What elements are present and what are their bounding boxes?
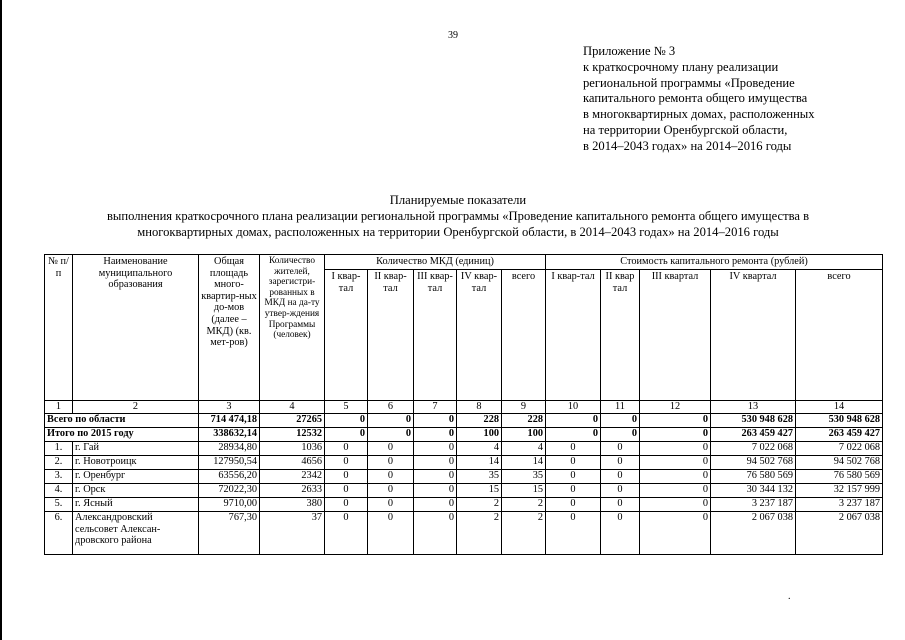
cell-mkd-total: 4 <box>502 442 546 456</box>
cell-mkd-q1: 0 <box>325 498 368 512</box>
cell-num: 3. <box>45 470 73 484</box>
cell-residents: 4656 <box>260 456 325 470</box>
summary-label: Всего по области <box>45 414 199 428</box>
header-area: Общая площадь много-квартир-ных до-мов (далее – МКД) (кв. мет-ров) <box>199 255 260 401</box>
indicators-table <box>44 254 883 555</box>
cell-area: 28934,80 <box>199 442 260 456</box>
cell-mkd-q2: 0 <box>368 456 414 470</box>
column-number: 2 <box>73 401 199 414</box>
cell-cost-q4: 3 237 187 <box>711 498 796 512</box>
cell-cost-q2: 0 <box>601 414 640 428</box>
title-line-1: Планируемые показатели <box>389 193 527 207</box>
header-residents: Количество жителей, зарегистри-рованных в МКД на да-ту утвер-ждения Программы (человек) <box>260 255 325 401</box>
cell-mkd-q4: 2 <box>457 498 502 512</box>
header-mkd-q1: I квар-тал <box>325 270 368 401</box>
summary-row-2015 <box>45 428 883 442</box>
cell-cost-total: 2 067 038 <box>796 512 883 555</box>
appendix-line: в многоквартирных домах, расположенных <box>583 107 815 122</box>
appendix-line: капитального ремонта общего имущества <box>583 91 808 106</box>
appendix-line: Приложение № 3 <box>583 44 676 58</box>
cell-cost-q2: 0 <box>601 484 640 498</box>
cell-cost-q2: 0 <box>601 470 640 484</box>
header-municipality: Наименование муниципального образования <box>73 255 199 401</box>
cell-mkd-q4: 100 <box>457 428 502 442</box>
cell-mkd-q4: 228 <box>457 414 502 428</box>
appendix-line: на территории Оренбургской области, <box>583 122 788 137</box>
cell-cost-q3: 0 <box>640 414 711 428</box>
cell-residents: 27265 <box>260 414 325 428</box>
summary-label: Итого по 2015 году <box>45 428 199 442</box>
cell-cost-q4: 530 948 628 <box>711 414 796 428</box>
header-num: № п/п <box>45 255 73 401</box>
cell-mkd-q2: 0 <box>368 498 414 512</box>
table-row <box>45 512 883 555</box>
column-number: 12 <box>640 401 711 414</box>
table-row <box>45 498 883 512</box>
title-line-3: многоквартирных домах, расположенных на территории Оренбургской области, в 2014–2043 годах» на 2014–2016 годы <box>137 224 779 239</box>
document-title <box>28 193 888 240</box>
cell-mkd-q1: 0 <box>325 512 368 555</box>
cell-mkd-q3: 0 <box>414 428 457 442</box>
cell-mkd-total: 2 <box>502 512 546 555</box>
cell-cost-q2: 0 <box>601 428 640 442</box>
cell-mkd-q4: 35 <box>457 470 502 484</box>
cell-cost-q1: 0 <box>546 512 601 555</box>
header-cost-total: всего <box>796 270 883 401</box>
cell-num: 6. <box>45 512 73 555</box>
cell-mkd-q1: 0 <box>325 456 368 470</box>
cell-municipality: г. Гай <box>73 442 199 456</box>
footer-mark: . <box>788 591 791 602</box>
cell-cost-q4: 2 067 038 <box>711 512 796 555</box>
appendix-line: региональной программы «Проведение <box>583 75 795 90</box>
cell-mkd-q2: 0 <box>368 512 414 555</box>
cell-mkd-total: 2 <box>502 498 546 512</box>
cell-cost-q4: 7 022 068 <box>711 442 796 456</box>
header-mkd-q3: III квар-тал <box>414 270 457 401</box>
appendix-note <box>583 44 893 155</box>
page-number: 39 <box>448 30 458 41</box>
column-number: 8 <box>457 401 502 414</box>
cell-cost-q3: 0 <box>640 456 711 470</box>
header-cost-q4: IV квартал <box>711 270 796 401</box>
cell-mkd-q3: 0 <box>414 484 457 498</box>
cell-cost-q3: 0 <box>640 428 711 442</box>
cell-mkd-q1: 0 <box>325 428 368 442</box>
column-number: 3 <box>199 401 260 414</box>
cell-residents: 2633 <box>260 484 325 498</box>
header-mkd-q4: IV квар-тал <box>457 270 502 401</box>
cell-area: 127950,54 <box>199 456 260 470</box>
table-row <box>45 470 883 484</box>
cell-mkd-q1: 0 <box>325 442 368 456</box>
cell-mkd-total: 15 <box>502 484 546 498</box>
cell-mkd-q3: 0 <box>414 470 457 484</box>
header-cost-q1: I квар-тал <box>546 270 601 401</box>
cell-mkd-q2: 0 <box>368 470 414 484</box>
cell-mkd-q3: 0 <box>414 442 457 456</box>
header-mkd-q2: II квар-тал <box>368 270 414 401</box>
cell-mkd-q1: 0 <box>325 470 368 484</box>
cell-mkd-q1: 0 <box>325 414 368 428</box>
cell-area: 72022,30 <box>199 484 260 498</box>
cell-cost-q3: 0 <box>640 498 711 512</box>
cell-municipality: г. Оренбург <box>73 470 199 484</box>
appendix-line: в 2014–2043 годах» на 2014–2016 годы <box>583 138 792 153</box>
column-number: 11 <box>601 401 640 414</box>
cell-municipality: г. Новотроицк <box>73 456 199 470</box>
cell-num: 5. <box>45 498 73 512</box>
cell-cost-total: 263 459 427 <box>796 428 883 442</box>
cell-residents: 12532 <box>260 428 325 442</box>
table-row <box>45 456 883 470</box>
table-row <box>45 484 883 498</box>
cell-area: 767,30 <box>199 512 260 555</box>
cell-cost-q1: 0 <box>546 498 601 512</box>
header-cost-q3: III квартал <box>640 270 711 401</box>
cell-cost-total: 94 502 768 <box>796 456 883 470</box>
cell-cost-q2: 0 <box>601 456 640 470</box>
cell-num: 1. <box>45 442 73 456</box>
cell-residents: 380 <box>260 498 325 512</box>
cell-area: 63556,20 <box>199 470 260 484</box>
cell-num: 2. <box>45 456 73 470</box>
cell-cost-total: 7 022 068 <box>796 442 883 456</box>
column-number: 5 <box>325 401 368 414</box>
cell-area: 9710,00 <box>199 498 260 512</box>
header-cost-group: Стоимость капитального ремонта (рублей) <box>546 255 883 270</box>
cell-mkd-total: 14 <box>502 456 546 470</box>
appendix-line: к краткосрочному плану реализации <box>583 59 779 74</box>
cell-municipality: г. Ясный <box>73 498 199 512</box>
cell-mkd-q4: 2 <box>457 512 502 555</box>
header-cost-q2: II квар тал <box>601 270 640 401</box>
cell-cost-q3: 0 <box>640 512 711 555</box>
cell-mkd-total: 100 <box>502 428 546 442</box>
cell-cost-total: 76 580 569 <box>796 470 883 484</box>
table-header <box>45 255 883 401</box>
cell-mkd-q3: 0 <box>414 456 457 470</box>
page-left-edge <box>0 0 2 640</box>
cell-cost-q1: 0 <box>546 442 601 456</box>
cell-cost-q1: 0 <box>546 456 601 470</box>
cell-residents: 2342 <box>260 470 325 484</box>
cell-mkd-q4: 4 <box>457 442 502 456</box>
column-number: 6 <box>368 401 414 414</box>
summary-row-region <box>45 414 883 428</box>
column-number-row <box>45 401 883 414</box>
cell-cost-q4: 76 580 569 <box>711 470 796 484</box>
cell-mkd-total: 35 <box>502 470 546 484</box>
cell-residents: 37 <box>260 512 325 555</box>
cell-cost-q1: 0 <box>546 428 601 442</box>
cell-mkd-q2: 0 <box>368 442 414 456</box>
cell-cost-q1: 0 <box>546 414 601 428</box>
cell-cost-q4: 263 459 427 <box>711 428 796 442</box>
column-number: 7 <box>414 401 457 414</box>
column-number: 13 <box>711 401 796 414</box>
cell-cost-total: 3 237 187 <box>796 498 883 512</box>
cell-area: 714 474,18 <box>199 414 260 428</box>
cell-mkd-q2: 0 <box>368 414 414 428</box>
cell-mkd-q3: 0 <box>414 414 457 428</box>
cell-municipality: г. Орск <box>73 484 199 498</box>
column-number: 1 <box>45 401 73 414</box>
cell-mkd-total: 228 <box>502 414 546 428</box>
cell-cost-total: 32 157 999 <box>796 484 883 498</box>
cell-cost-q1: 0 <box>546 470 601 484</box>
cell-mkd-q3: 0 <box>414 512 457 555</box>
column-number: 9 <box>502 401 546 414</box>
cell-mkd-q2: 0 <box>368 484 414 498</box>
cell-area: 338632,14 <box>199 428 260 442</box>
cell-cost-total: 530 948 628 <box>796 414 883 428</box>
column-number: 10 <box>546 401 601 414</box>
cell-cost-q4: 30 344 132 <box>711 484 796 498</box>
cell-mkd-q3: 0 <box>414 498 457 512</box>
cell-mkd-q4: 14 <box>457 456 502 470</box>
cell-mkd-q2: 0 <box>368 428 414 442</box>
header-mkd-total: всего <box>502 270 546 401</box>
cell-cost-q3: 0 <box>640 484 711 498</box>
cell-cost-q3: 0 <box>640 470 711 484</box>
header-mkd-group: Количество МКД (единиц) <box>325 255 546 270</box>
column-number: 4 <box>260 401 325 414</box>
cell-num: 4. <box>45 484 73 498</box>
cell-cost-q2: 0 <box>601 498 640 512</box>
cell-cost-q2: 0 <box>601 442 640 456</box>
cell-cost-q3: 0 <box>640 442 711 456</box>
cell-mkd-q4: 15 <box>457 484 502 498</box>
cell-cost-q4: 94 502 768 <box>711 456 796 470</box>
cell-cost-q1: 0 <box>546 484 601 498</box>
column-number: 14 <box>796 401 883 414</box>
table-row <box>45 442 883 456</box>
cell-mkd-q1: 0 <box>325 484 368 498</box>
cell-residents: 1036 <box>260 442 325 456</box>
cell-cost-q2: 0 <box>601 512 640 555</box>
cell-municipality: Александровский сельсовет Алексан-дровского района <box>73 512 199 555</box>
title-line-2: выполнения краткосрочного плана реализации региональной программы «Проведение капитального ремонта общего имущества в <box>106 208 810 223</box>
